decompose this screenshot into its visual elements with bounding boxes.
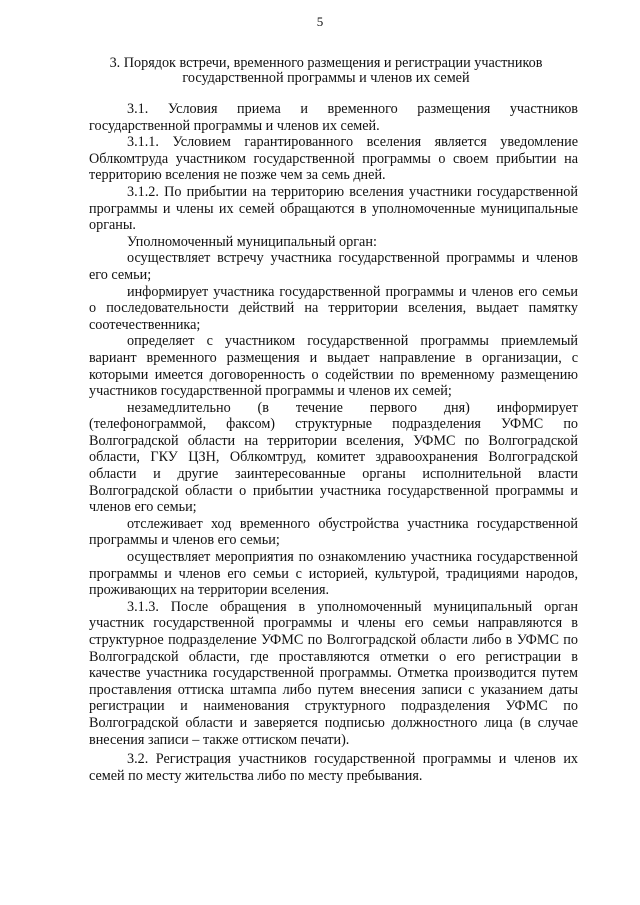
paragraph: отслеживает ход временного обустройства участника государственной программы и членов его семьи; <box>89 515 578 549</box>
paragraph: осуществляет встречу участника государственной программы и членов его семьи; <box>89 250 578 283</box>
section-title: 3. Порядок встречи, временного размещения и регистрации участников государственной программы и членов их семей <box>109 55 543 86</box>
paragraph: 3.2. Регистрация участников государственной программы и членов их семей по месту жительства либо по месту пребывания. <box>89 751 578 784</box>
paragraph: Уполномоченный муниципальный орган: <box>127 233 377 250</box>
paragraph: 3.1.3. После обращения в уполномоченный муниципальный орган участник государственной программы и члены его семьи направляются в структурное подразделение УФМС по Волгоградской области либо в УФМС по Волгоградской области, где проставляются отметки о его регистрации в качестве участника государственной программы. Отметка производится путем проставления оттиска штампа либо путем внесения записи с указанием даты регистрации и наименования структурного подразделения УФМС по Волгоградской области и заверяется подписью должностного лица (в случае внесения записи – также оттиском печати). <box>89 598 578 748</box>
paragraph: 3.1.1. Условием гарантированного вселения является уведомление Облкомтруда участником государственной программы о своем прибытии на территорию вселения не позже чем за семь дней. <box>89 134 578 184</box>
paragraph: определяет с участником государственной программы приемлемый вариант временного размещения и выдает направление в организации, с которыми имеется договоренность о содействии по временному размещению участников государственной программы и членов их семей; <box>89 333 578 400</box>
paragraph: осуществляет мероприятия по ознакомлению участника государственной программы и членов его семьи с историей, культурой, традициями народов, проживающих на территории вселения. <box>89 549 578 599</box>
paragraph: незамедлительно (в течение первого дня) информирует (телефонограммой, факсом) структурные подразделения УФМС по Волгоградской области на территории вселения, УФМС по Волгоградской области, ГКУ ЦЗН, Облкомтруд, комитет здравоохранения Волгоградской области и другие заинтересованные органы исполнительной власти Волгоградской области о прибытии участника государственной программы и членов его семьи; <box>89 399 578 516</box>
document-body <box>89 101 578 784</box>
paragraph: 3.1. Условия приема и временного размещения участников государственной программы и членов их семей. <box>89 101 578 134</box>
paragraph: 3.1.2. По прибытии на территорию вселения участники государственной программы и члены их семей обращаются в уполномоченные муниципальные органы. <box>89 183 578 234</box>
paragraph: информирует участника государственной программы и членов его семьи о последовательности действий на территории вселения, выдает памятку соотечественника; <box>89 283 578 333</box>
page-number: 5 <box>316 14 324 29</box>
